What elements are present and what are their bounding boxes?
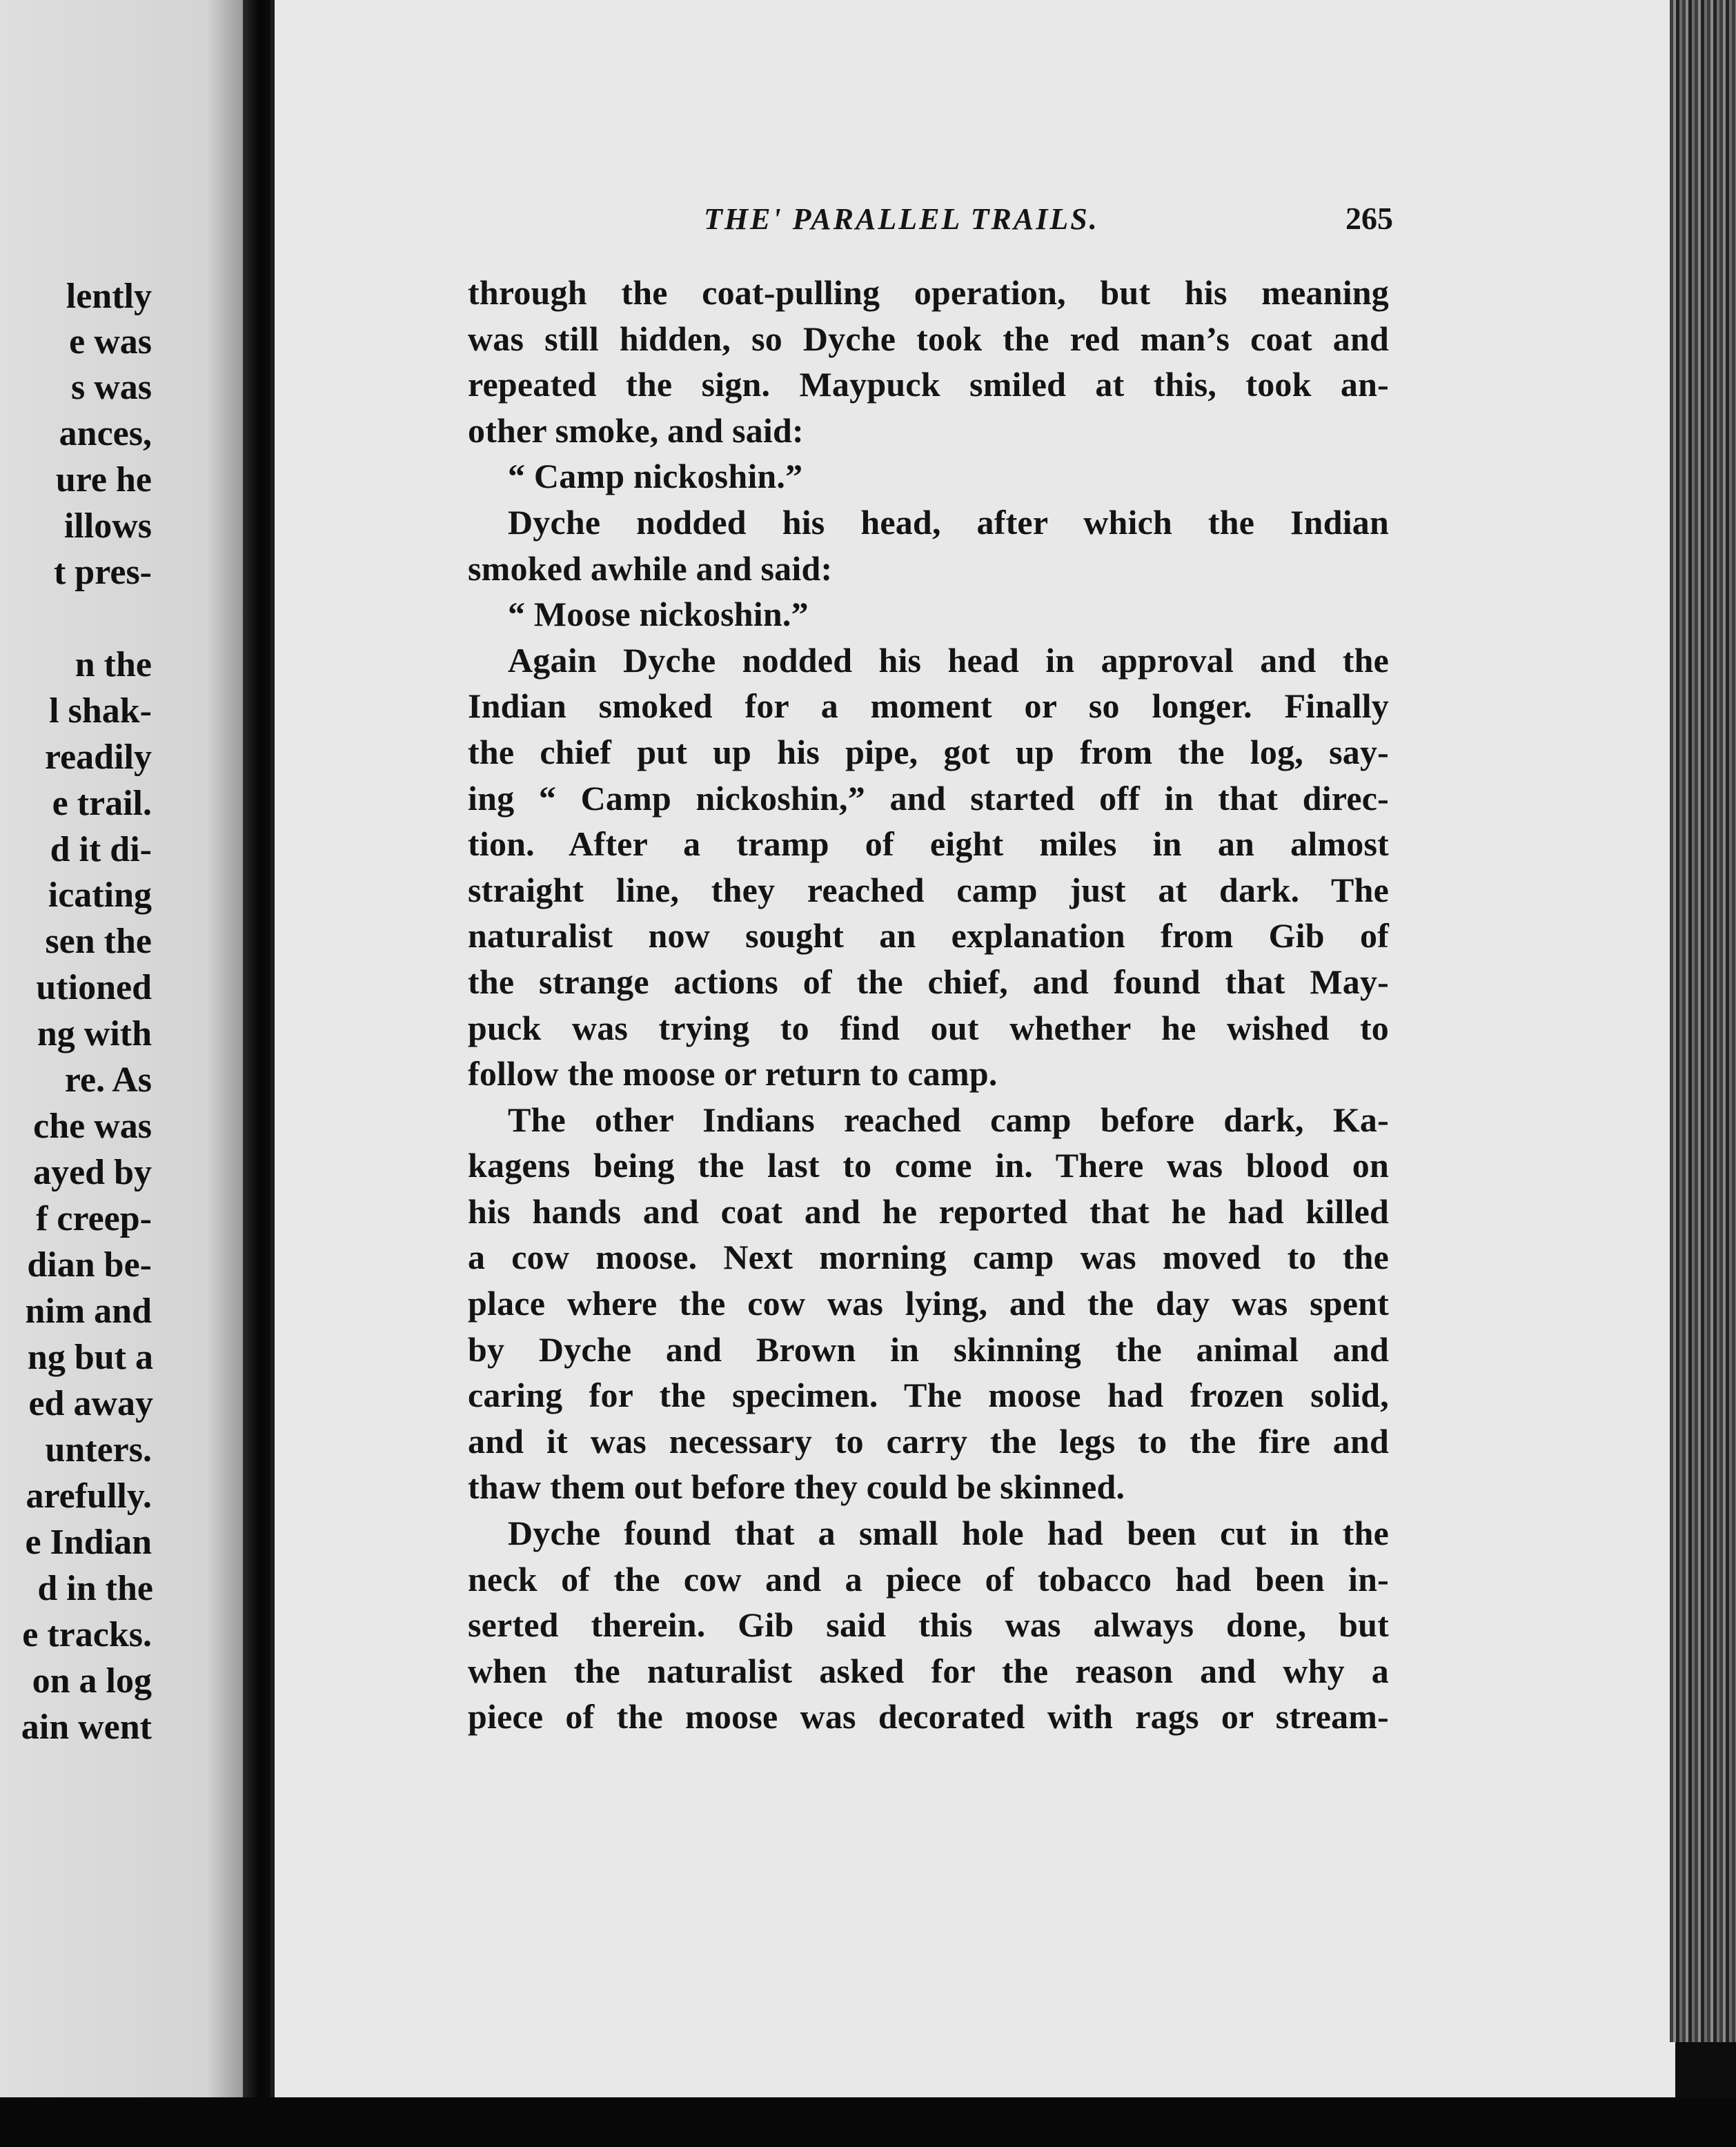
text-line: “ Camp nickoshin.” [508, 457, 803, 496]
left-page-line: n the [75, 645, 152, 684]
left-page-line: s was [70, 368, 152, 407]
text-line: Dyche nodded his head, after which the Indian [508, 502, 1389, 542]
text-line: the chief put up his pipe, got up from the log, say- [468, 732, 1389, 771]
text-line: piece of the moose was decorated with rags or stream- [468, 1697, 1389, 1737]
text-line: and it was necessary to carry the legs to the fire and [468, 1421, 1389, 1461]
left-page-line: utioned [36, 968, 152, 1007]
left-page-line: t pres- [53, 553, 152, 592]
left-page-line: ed away [28, 1384, 153, 1423]
left-page-line: e tracks. [22, 1615, 152, 1654]
text-line: smoked awhile and said: [468, 548, 833, 588]
text-line: when the naturalist asked for the reason and why a [468, 1651, 1389, 1690]
text-line: puck was trying to find out whether he wished to [468, 1008, 1389, 1047]
text-line: Indian smoked for a moment or so longer. Finally [468, 686, 1389, 726]
text-line: through the coat-pulling operation, but his meaning [468, 273, 1389, 312]
running-head: THE' PARALLEL TRAILS. [704, 202, 1099, 236]
text-line: The other Indians reached camp before dark, Ka- [508, 1100, 1389, 1139]
left-page-line: on a log [32, 1661, 152, 1701]
page-number: 265 [1345, 201, 1393, 236]
left-page-line: ain went [21, 1708, 152, 1747]
text-line: the strange actions of the chief, and found that May- [468, 962, 1389, 1001]
left-page-line: ng but a [27, 1338, 153, 1377]
left-page-line: ances, [59, 414, 152, 453]
body-text [468, 270, 1389, 1740]
text-line: other smoke, and said: [468, 410, 804, 450]
left-page-line: ure he [55, 460, 152, 499]
left-page-line: d it di- [50, 830, 152, 869]
left-page-line: dian be- [27, 1245, 152, 1285]
text-line: his hands and coat and he reported that he had killed [468, 1191, 1389, 1231]
text-line: was still hidden, so Dyche took the red man’s coat and [468, 319, 1389, 358]
left-page-line: e trail. [52, 784, 152, 823]
left-page-line: che was [33, 1107, 152, 1146]
text-line: tion. After a tramp of eight miles in an almost [468, 824, 1389, 864]
text-line: caring for the specimen. The moose had frozen solid, [468, 1376, 1389, 1415]
text-line: “ Moose nickoshin.” [508, 595, 809, 634]
text-line: naturalist now sought an explanation from Gib of [468, 916, 1389, 956]
left-page-line: re. As [64, 1060, 152, 1100]
text-line: kagens being the last to come in. There was blood on [468, 1146, 1389, 1185]
left-page-line: arefully. [26, 1476, 152, 1516]
left-page-line: l shak- [49, 691, 152, 731]
left-page-line: ng with [37, 1014, 152, 1053]
text-line: repeated the sign. Maypuck smiled at this, took an- [468, 365, 1389, 404]
left-page-line: e Indian [25, 1523, 152, 1562]
text-line: by Dyche and Brown in skinning the animal and [468, 1329, 1389, 1369]
left-page-line: f creep- [36, 1199, 152, 1238]
left-page-line: ayed by [33, 1153, 152, 1192]
left-page-line: e was [69, 322, 152, 362]
bottom-shadow [0, 2097, 1736, 2147]
text-line: Again Dyche nodded his head in approval and the [508, 640, 1389, 680]
text-line: place where the cow was lying, and the day was spent [468, 1284, 1389, 1323]
text-line: follow the moose or return to camp. [468, 1054, 998, 1094]
left-page-line: d in the [37, 1569, 153, 1608]
left-page [0, 0, 243, 2097]
left-page-line: nim and [25, 1292, 152, 1331]
left-page-line: illows [63, 506, 152, 546]
left-page-line: sen the [45, 922, 152, 961]
text-line: neck of the cow and a piece of tobacco had been in- [468, 1559, 1389, 1599]
page-edges [1670, 0, 1736, 2042]
text-line: ing “ Camp nickoshin,” and started off in that direc- [468, 778, 1389, 818]
text-line: thaw them out before they could be skinned. [468, 1467, 1125, 1507]
left-page-line: unters. [45, 1430, 152, 1470]
text-line: a cow moose. Next morning camp was moved to the [468, 1238, 1389, 1277]
text-line: serted therein. Gib said this was always done, but [468, 1605, 1389, 1645]
text-line: straight line, they reached camp just at dark. The [468, 870, 1389, 909]
left-page-line: lently [66, 277, 152, 316]
left-page-line: readily [44, 738, 152, 777]
text-line: Dyche found that a small hole had been cut in the [508, 1514, 1389, 1553]
left-page-line: icating [48, 875, 152, 915]
